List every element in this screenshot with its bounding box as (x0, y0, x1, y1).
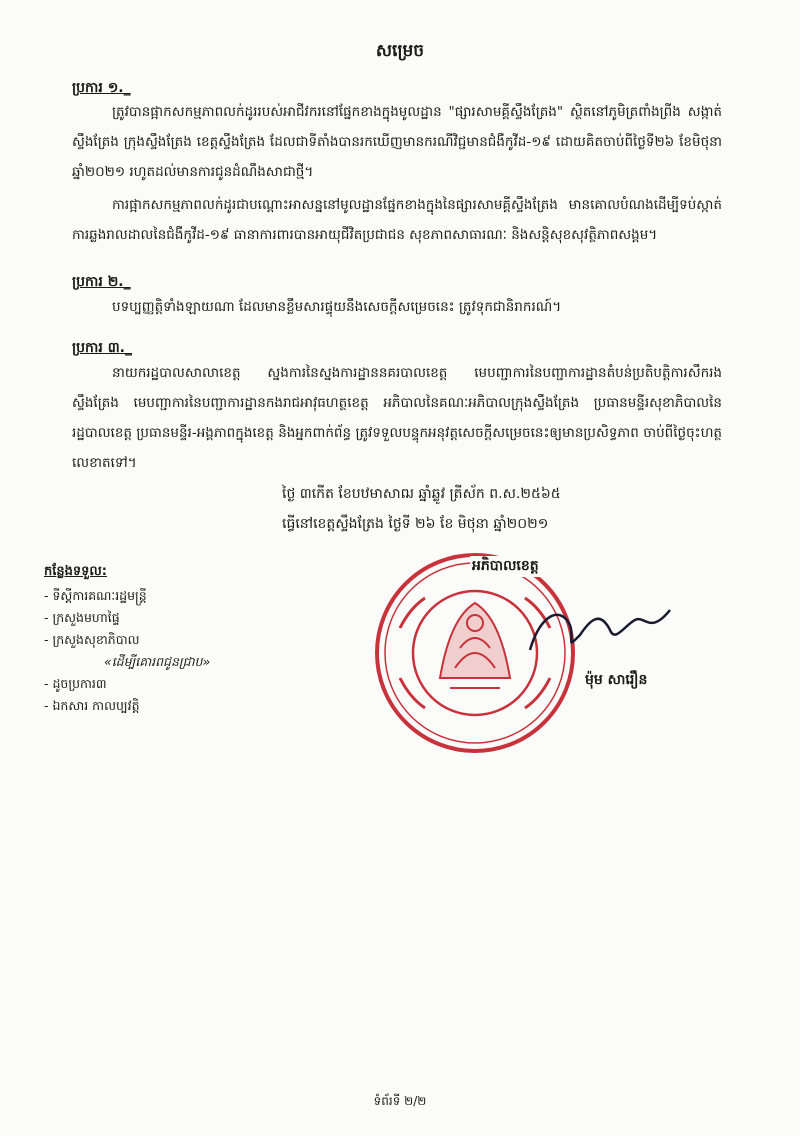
signer-name: ម៉ុម សារឿន (585, 672, 648, 688)
cc-item: - ដូចប្រការ៣ (44, 673, 210, 695)
signature-mark (520, 595, 680, 669)
article-1-paragraph-2: ការផ្អាកសកម្មភាពលក់ដូរជាបណ្ដោះអាសន្ននៅមូលដ្ឋានផ្នែកខាងក្នុងនៃផ្សារសាមគ្គីស្ទឹងត្រែង មានគោលបំណងដើម្បីទប់ស្កាត់ការឆ្លងរាលដាលនៃជំងឺកូវីដ-១៩ ធានាការពារបានអាយុជីវិតប្រជាជន សុខភាពសាធារណៈ និងសន្តិសុខសុវត្ថិភាពសង្គម។ (72, 197, 722, 243)
page-number: ទំព័រទី ២/២ (373, 1094, 427, 1108)
article-3-heading: ប្រការ ៣._ (72, 340, 132, 356)
cc-heading: កន្លែងទទួល: (44, 564, 107, 579)
cc-item: - ក្រសួងមហាផ្ទៃ (44, 607, 210, 629)
article-2-paragraph-1: បទប្បញ្ញត្តិទាំងឡាយណា ដែលមានខ្លឹមសារផ្ទុយនឹងសេចក្ដីសម្រេចនេះ ត្រូវទុកជានិរាករណ៍។ (112, 299, 562, 315)
article-1-paragraph-1: ត្រូវបានផ្អាកសកម្មភាពលក់ដូររបស់អាជីវករនៅផ្នែកខាងក្នុងមូលដ្ឋាន "ផ្សារសាមគ្គីស្ទឹងត្រែង" ស្ថិតនៅភូមិត្រពាំងព្រីង សង្កាត់ស្ទឹងត្រែង ក្រុងស្ទឹងត្រែង ខេត្តស្ទឹងត្រែង ដែលជាទីតាំងបានរកឃើញមានករណីវិជ្ជមានជំងឺកូវីដ-១៩ ដោយគិតចាប់ពីថ្ងៃទី២៦ ខែមិថុនា ឆ្នាំ២០២១ រហូតដល់មានការជូនដំណឹងសាជាថ្មី។ (72, 104, 722, 180)
signer-title: អភិបាលខេត្ត (470, 556, 541, 577)
cc-list (44, 585, 210, 717)
article-2-heading: ប្រការ ២._ (72, 274, 131, 290)
cc-item: - ក្រសួងសុខាភិបាល (44, 629, 210, 651)
document-title: សម្រេច (375, 41, 425, 61)
place-date: ធ្វើនៅខេត្តស្ទឹងត្រែង ថ្ងៃទី ២៦ ខែ មិថុនា ឆ្នាំ២០២១ (282, 516, 549, 532)
lunar-date: ថ្ងៃ ៣កើត ខែបឋមាសាឍ ឆ្នាំឆ្លូវ ត្រីស័ក ព.ស.២៥៦៥ (282, 486, 561, 502)
article-1-heading: ប្រការ ១._ (72, 80, 131, 96)
article-3-paragraph-1: នាយករដ្ឋបាលសាលាខេត្ត ស្នងការនៃស្នងការដ្ឋាននគរបាលខេត្ត មេបញ្ជាការនៃបញ្ជាការដ្ឋានតំបន់ប្រតិបត្តិការសឹករងស្ទឹងត្រែង មេបញ្ជាការនៃបញ្ជាការដ្ឋានកងរាជអាវុធហត្ថខេត្ត អភិបាលនៃគណៈអភិបាលក្រុងស្ទឹងត្រែង ប្រធានមន្ទីរសុខាភិបាលនៃរដ្ឋបាលខេត្ត ប្រធានមន្ទីរ-អង្គភាពក្នុងខេត្ត និងអ្នកពាក់ព័ន្ធ ត្រូវទទួលបន្ទុកអនុវត្តសេចក្ដីសម្រេចនេះឲ្យមានប្រសិទ្ធភាព ចាប់ពីថ្ងៃចុះហត្ថលេខាតទៅ។ (72, 365, 722, 471)
cc-item: - ទីស្ដីការគណៈរដ្ឋមន្ត្រី (44, 585, 210, 607)
cc-note: «ដើម្បីគោរពជូនជ្រាប» (104, 654, 211, 669)
cc-item: - ឯកសារ កាលប្បវត្តិ (44, 695, 210, 717)
